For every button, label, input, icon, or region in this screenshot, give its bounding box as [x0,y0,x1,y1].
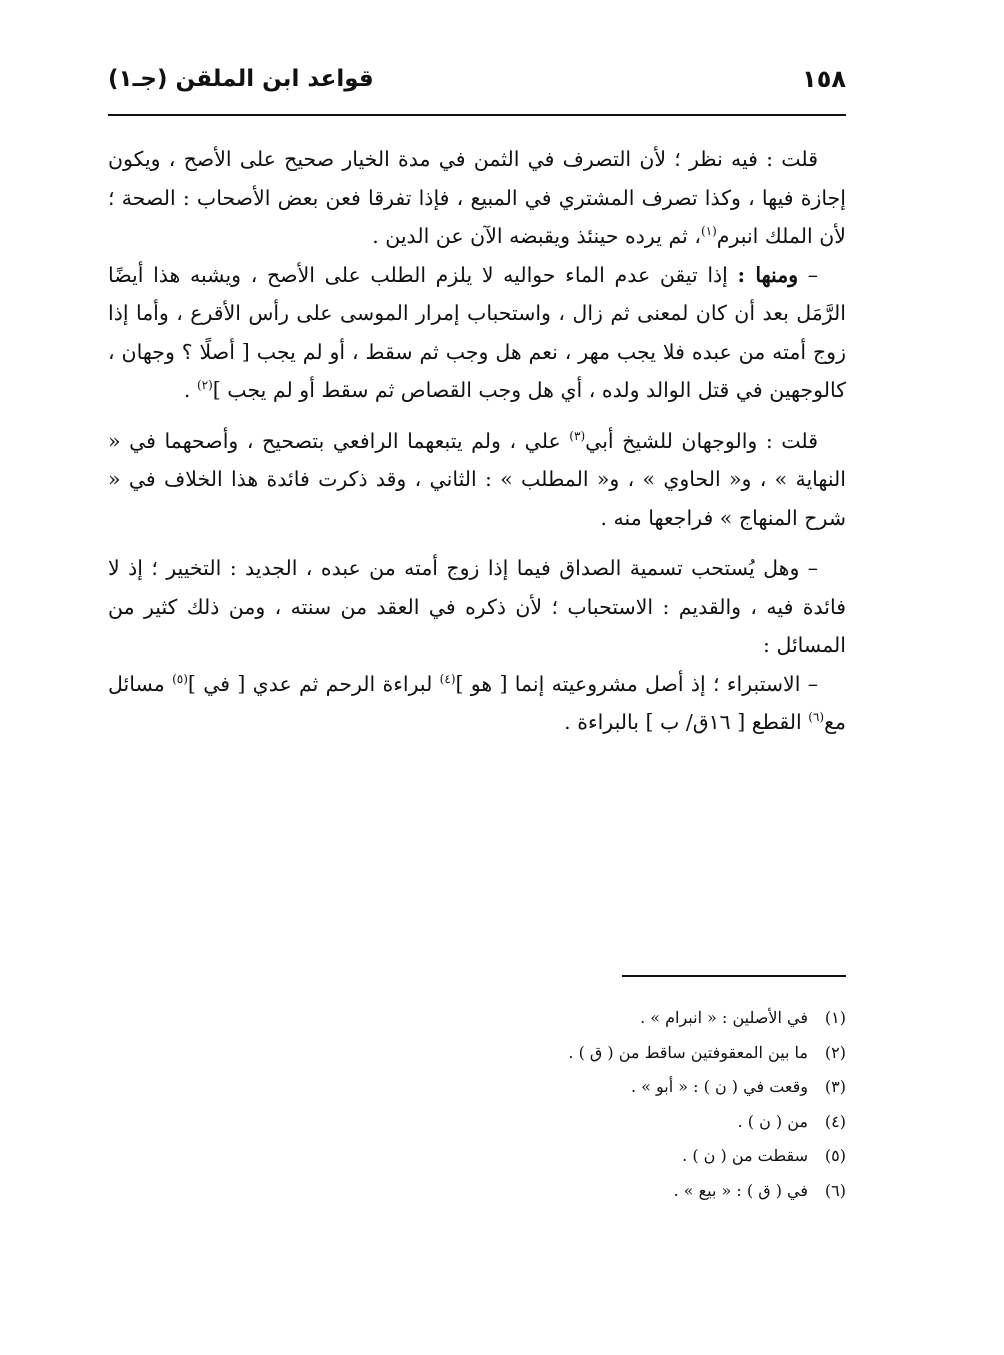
paragraph-1 [108,140,846,256]
footnote-item [108,1036,846,1071]
paragraph-5 [108,665,846,742]
text-run: علي ، ولم يتبعهما الرافعي بتصحيح ، وأصحهما في « النهاية » ، و« الحاوي » ، و« المطلب » : الثاني ، وقد ذكرت فائدة هذا الخلاف في « شرح المنهاج » فراجعها منه . [108,428,846,530]
footnote-reference: (٥) [172,671,188,686]
footnote-reference: (٣) [569,428,586,443]
footnote-text: ما بين المعقوفتين ساقط من ( ق ) . [568,1042,808,1062]
footnote-reference: (٢) [196,378,213,393]
paragraph-2 [108,256,846,410]
running-title: قواعد ابن الملقن (جـ١) [108,66,374,92]
text-run: قلت : والوجهان للشيخ أبي [585,428,818,453]
footnote-item [108,1070,846,1105]
footnote-item [108,1105,846,1140]
footnote-number: (٤) [824,1111,846,1131]
footnote-number: (٢) [824,1042,846,1062]
main-text [108,140,846,742]
text-run: ، ثم يرده حينئذ ويقبضه الآن عن الدين . [372,224,701,248]
footnote-text: في الأصلين : « انبرام » . [640,1008,808,1027]
page-header [108,62,846,116]
text-run: إذا تيقن عدم الماء حواليه لا يلزم الطلب على الأصح ، ويشبه هذا أيضًا الرَّمَل بعد أن كان لمعنى ثم زال ، واستحباب إمرار الموسى على رأس الأقرع ، وأما إذا زوج أمته من عبده فلا يجب مهر ، نعم هل وجب ثم سقط ، أو لم يجب [ أصلًا ؟ وجهان ، كالوجهين في قتل الوالد ولده ، أي هل وجب القصاص ثم سقط أو لم يجب ] [108,262,846,402]
text-run: – الاستبراء ؛ إذ أصل مشروعيته إنما [ هو ] [455,671,818,696]
footnote-item [108,1174,846,1209]
footnote-text: سقطت من ( ن ) . [682,1146,808,1165]
footnote-text: في ( ق ) : « بيع » . [673,1180,808,1200]
footnote-number: (٦) [824,1180,846,1200]
text-run: مسائل مع [108,671,846,734]
footnote-item [108,1139,846,1174]
footnote-number: (١) [824,1008,846,1027]
footnote-reference: (٦) [808,710,825,725]
text-run: – وهل يُستحب تسمية الصداق فيما إذا زوج أمته من عبده ، الجديد : التخيير ؛ إذ لا فائدة فيه ، والقديم : الاستحباب ؛ لأن ذكره في العقد من سنته ، ومن ذلك كثير من المسائل : [108,556,846,657]
footnote-reference: (١) [700,224,717,239]
footnote-text: من ( ن ) . [737,1111,808,1131]
footnote-number: (٣) [824,1077,846,1096]
paragraph-4 [108,549,846,665]
footnotes-list [108,1001,846,1208]
footnote-divider [622,975,846,977]
bold-heading-text: ومنها : [737,262,799,287]
footnote-reference: (٤) [439,671,456,686]
paragraph-3 [108,422,846,538]
footnote-item [108,1001,846,1036]
text-run: لبراءة الرحم ثم عدي [ في ] [187,671,440,696]
footnote-number: (٥) [824,1146,846,1165]
text-run: القطع [ ١٦ق/ ب ] بالبراءة . [564,710,809,734]
page-number: ١٥٨ [802,65,846,93]
footnote-text: وقعت في ( ن ) : « أبو » . [630,1077,808,1096]
text-run: – [798,262,818,287]
text-run: . [183,378,197,402]
text-run: قلت : فيه نظر ؛ لأن التصرف في الثمن في مدة الخيار صحيح على الأصح ، ويكون إجازة فيها ، وكذا تصرف المشتري في المبيع ، فإذا تفرقا فعن بعض الأصحاب : الصحة ؛ لأن الملك انبرم [108,147,846,248]
